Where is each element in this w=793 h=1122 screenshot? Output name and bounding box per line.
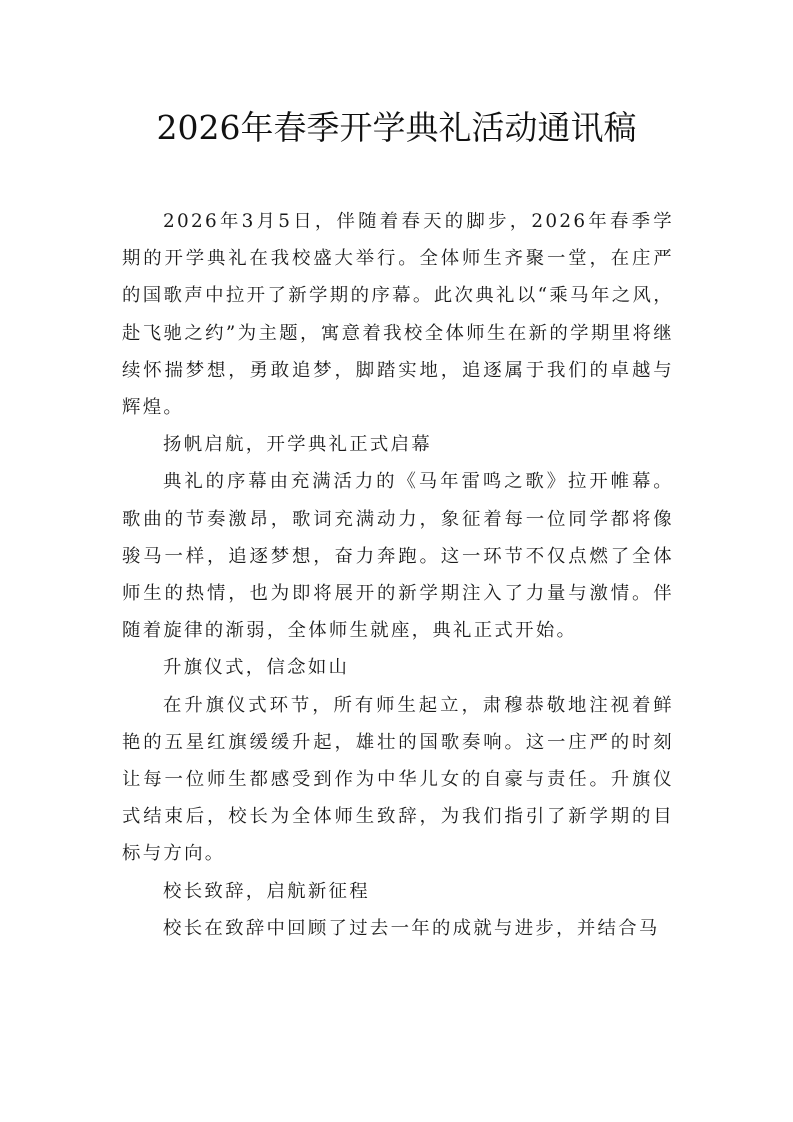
document-body [122, 203, 674, 947]
paragraph-flag-raising: 在升旗仪式环节，所有师生起立，肃穆恭敬地注视着鲜艳的五星红旗缓缓升起，雄壮的国歌奏响。这一庄严的时刻让每一位师生都感受到作为中华儿女的自豪与责任。升旗仪式结束后，校长为全体师生致辞，为我们指引了新学期的目标与方向。 [122, 694, 674, 865]
document-title: 2026年春季开学典礼活动通讯稿 [156, 108, 637, 147]
paragraph-opening-song: 典礼的序幕由充满活力的《马年雷鸣之歌》拉开帷幕。歌曲的节奏激昂，歌词充满动力，象征着每一位同学都将像骏马一样，追逐梦想，奋力奔跑。这一环节不仅点燃了全体师生的热情，也为即将展开的新学期注入了力量与激情。伴随着旋律的渐弱，全体师生就座，典礼正式开始。 [122, 471, 674, 642]
section-heading-opening: 扬帆启航，开学典礼正式启幕 [163, 434, 432, 456]
paragraph-principal-speech: 校长在致辞中回顾了过去一年的成就与进步，并结合马 [163, 917, 660, 939]
section-heading-flag-raising: 升旗仪式，信念如山 [163, 657, 350, 679]
paragraph-intro: 2026年3月5日，伴随着春天的脚步，2026年春季学期的开学典礼在我校盛大举行。全体师生齐聚一堂，在庄严的国歌声中拉开了新学期的序幕。此次典礼以“乘马年之风，赴飞驰之约”为主题，寓意着我校全体师生在新的学期里将继续怀揣梦想，勇敢追梦，脚踏实地，追逐属于我们的卓越与辉煌。 [122, 211, 674, 419]
section-heading-principal-speech: 校长致辞，启航新征程 [163, 880, 370, 902]
